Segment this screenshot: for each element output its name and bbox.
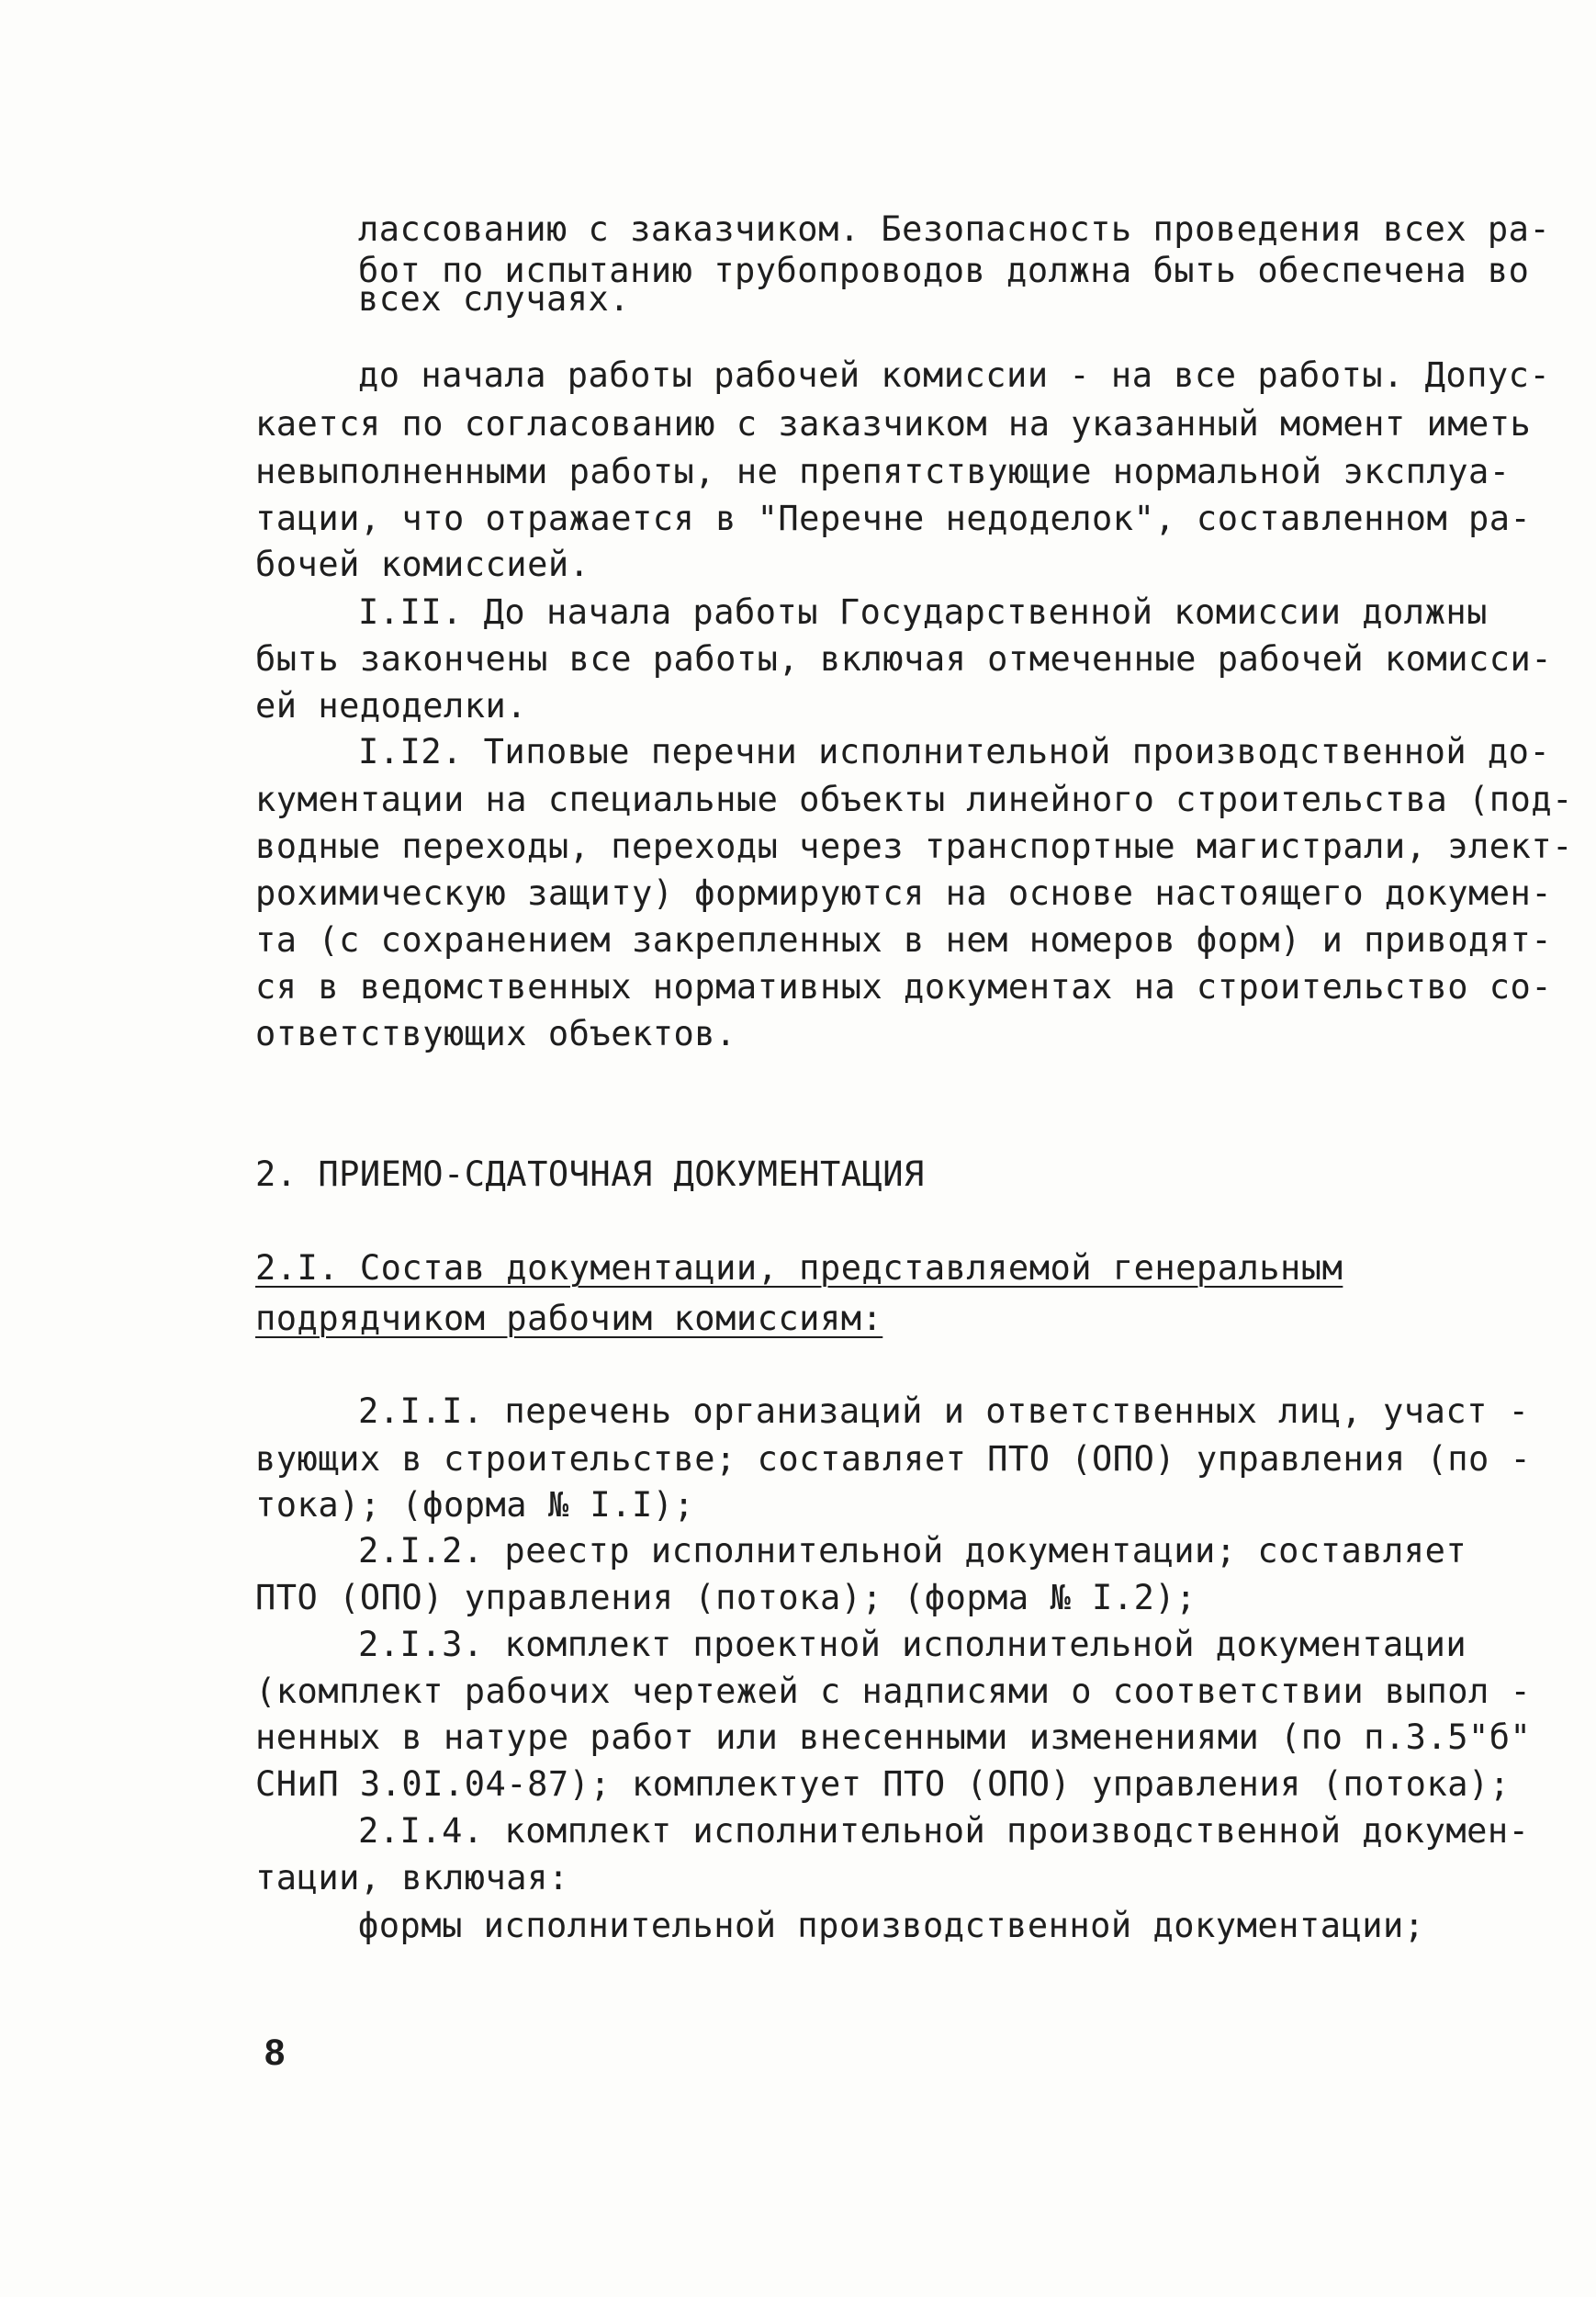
subsection-heading: 2.I. Состав документации, представляемой генеральным xyxy=(255,1248,1343,1288)
text-line: рохимическую защиту) формируются на основе настоящего докумен- xyxy=(255,873,1553,913)
list-item: (комплект рабочих чертежей с надписями о соответствии выпол - xyxy=(255,1672,1532,1711)
text-line: до начала работы рабочей комиссии - на все работы. Допус- xyxy=(358,355,1551,395)
list-item: вующих в строительстве; составляет ПТО (ОПО) управления (по - xyxy=(255,1439,1532,1479)
text-line: водные переходы, переходы через транспортные магистрали, элект- xyxy=(255,827,1573,866)
text-line: кументации на специальные объекты линейного строительства (под- xyxy=(255,780,1573,819)
text-line: быть закончены все работы, включая отмеченные рабочей комисси- xyxy=(255,639,1553,679)
list-item: тока); (форма № I.I); xyxy=(255,1485,695,1525)
list-item: СНиП 3.0I.04-87); комплектует ПТО (ОПО) управления (потока); xyxy=(255,1764,1511,1804)
list-item: 2.I.3. комплект проектной исполнительной документации xyxy=(358,1625,1467,1664)
subsection-heading: подрядчиком рабочим комиссиям: xyxy=(255,1299,883,1338)
text-line: бот по испытанию трубопроводов должна быть обеспечена во xyxy=(358,251,1530,290)
list-item: 2.I.2. реестр исполнительной документации; составляет xyxy=(358,1531,1467,1571)
text-line: ей недоделки. xyxy=(255,686,528,726)
list-item: тации, включая: xyxy=(255,1858,569,1897)
text-line: тации, что отражается в "Перечне недоделок", составленном ра- xyxy=(255,499,1532,538)
list-item: 2.I.4. комплект исполнительной производственной докумен- xyxy=(358,1811,1530,1851)
text-line: I.II. До начала работы Государственной комиссии должны xyxy=(358,592,1488,632)
list-item: 2.I.I. перечень организаций и ответственных лиц, участ - xyxy=(358,1391,1530,1431)
text-line: та (с сохранением закрепленных в нем номеров форм) и приводят- xyxy=(255,920,1553,960)
text-line: ся в ведомственных нормативных документах на строительство со- xyxy=(255,967,1553,1007)
text-line: I.I2. Типовые перечни исполнительной производственной до- xyxy=(358,732,1551,771)
section-heading: 2. ПРИЕМО-СДАТОЧНАЯ ДОКУМЕНТАЦИЯ xyxy=(255,1154,925,1194)
text-line: ответствующих объектов. xyxy=(255,1014,736,1053)
page-number: 8 xyxy=(264,2032,286,2073)
text-line: всех случаях. xyxy=(358,279,631,319)
text-line: бочей комиссией. xyxy=(255,545,590,584)
list-item: ПТО (ОПО) управления (потока); (форма № I.2); xyxy=(255,1578,1197,1617)
text-line: невыполненными работы, не препятствующие нормальной эксплуа- xyxy=(255,452,1511,491)
list-item: ненных в натуре работ или внесенными изменениями (по п.3.5"б" xyxy=(255,1717,1532,1757)
list-item: формы исполнительной производственной документации; xyxy=(358,1906,1425,1945)
text-line: лассованию с заказчиком. Безопасность проведения всех ра- xyxy=(358,209,1551,249)
text-line: кается по согласованию с заказчиком на указанный момент иметь xyxy=(255,404,1532,444)
